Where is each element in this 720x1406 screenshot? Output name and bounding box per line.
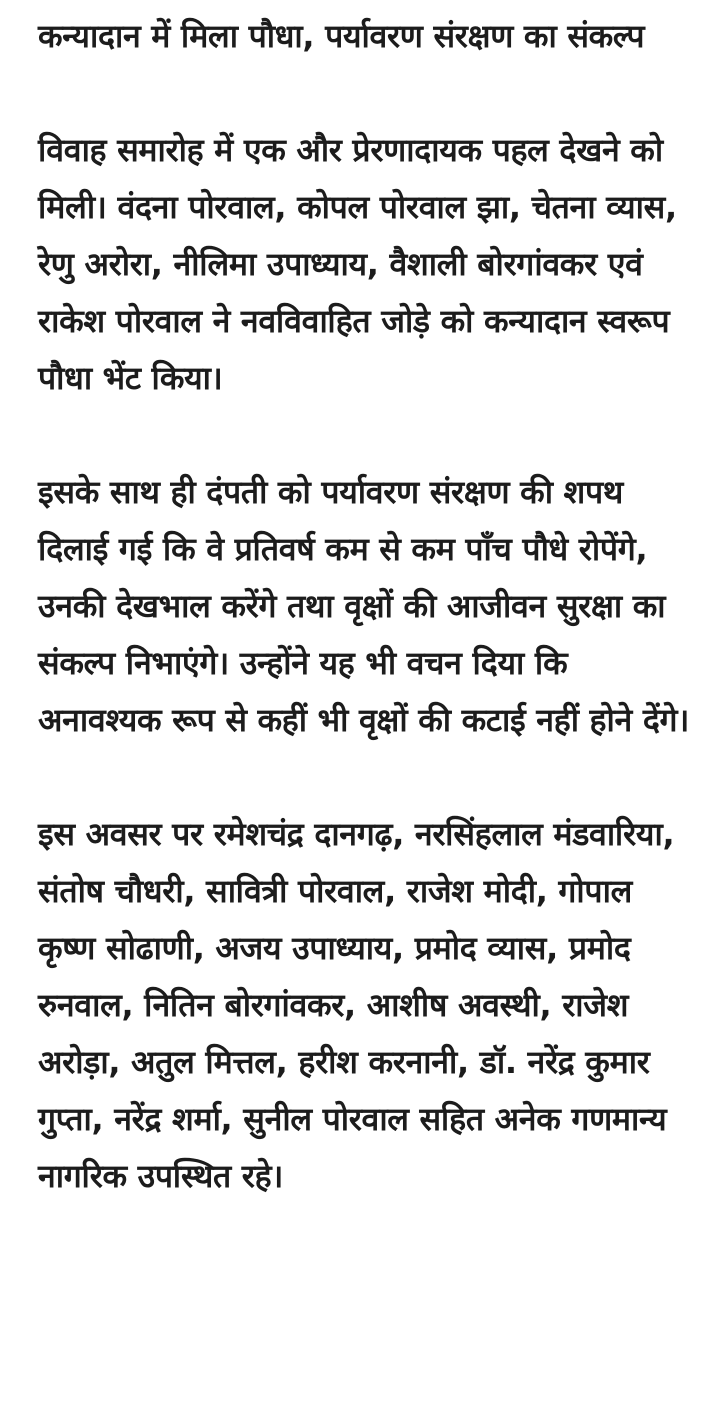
article-headline: कन्यादान में मिला पौधा, पर्यावरण संरक्षण का संकल्प (38, 17, 645, 55)
article-paragraph-oath: इसके साथ ही दंपती को पर्यावरण संरक्षण की शपथ दिलाई गई कि वे प्रतिवर्ष कम से कम पाँच पौधे रोपेंगे, उनकी देखभाल करेंगे तथा वृक्षों की आजीवन सुरक्षा का संकल्प निभाएंगे। उन्होंने यह भी वचन दिया कि अनावश्यक रूप से कहीं भी वृक्षों की कटाई नहीं होने देंगे। (38, 473, 690, 739)
article-paragraph-planting: विवाह समारोह में एक और प्रेरणादायक पहल देखने को मिली। वंदना पोरवाल, कोपल पोरवाल झा, चेतना व्यास, रेणु अरोरा, नीलिमा उपाध्याय, वैशाली बोरगांवकर एवं राकेश पोरवाल ने नवविवाहित जोड़े को कन्यादान स्वरूप पौधा भेंट किया। (38, 131, 677, 397)
article-paragraph-attendees: इस अवसर पर रमेशचंद्र दानगढ़, नरसिंहलाल मंडवारिया, संतोष चौधरी, सावित्री पोरवाल, राजेश मोदी, गोपाल कृष्ण सोढाणी, अजय उपाध्याय, प्रमोद व्यास, प्रमोद रुनवाल, नितिन बोरगांवकर, आशीष अवस्थी, राजेश अरोड़ा, अतुल मित्तल, हरीश करनानी, डॉ. नरेंद्र कुमार गुप्ता, नरेंद्र शर्मा, सुनील पोरवाल सहित अनेक गणमान्य नागरिक उपस्थित रहे। (38, 815, 675, 1195)
